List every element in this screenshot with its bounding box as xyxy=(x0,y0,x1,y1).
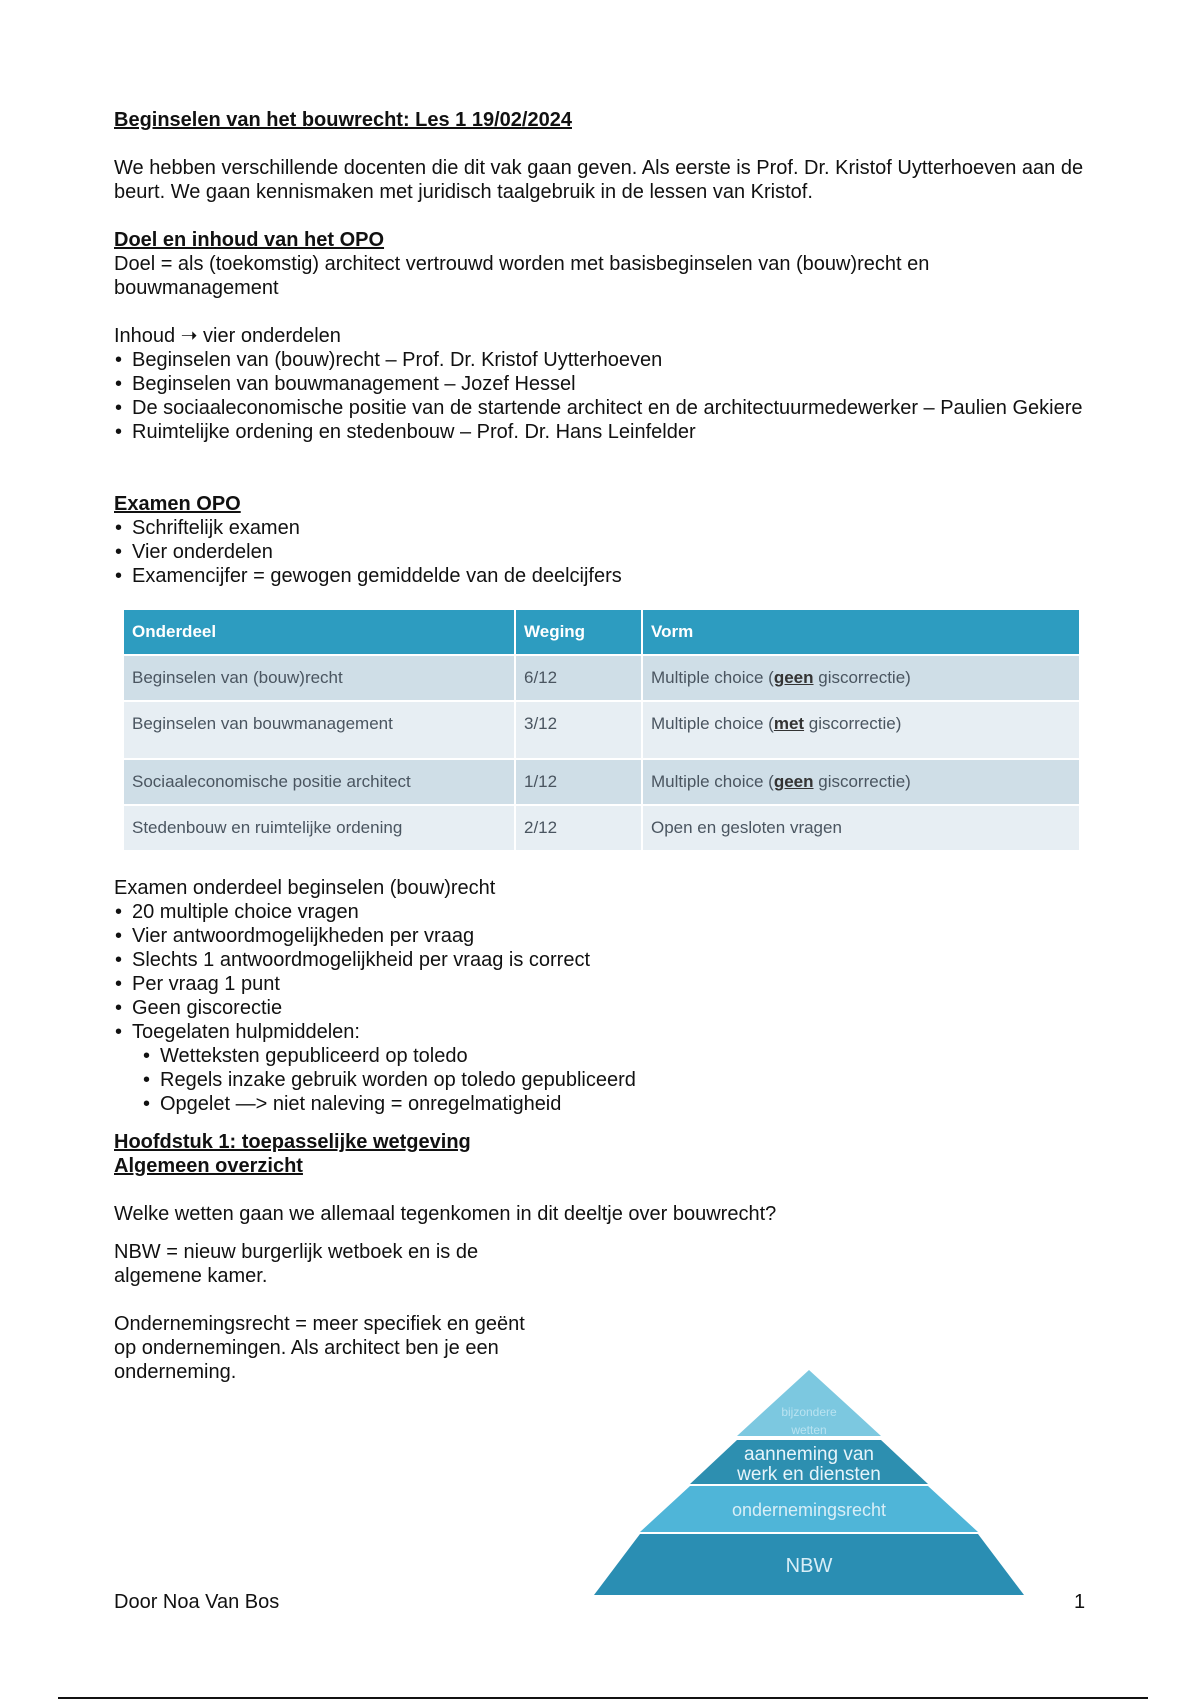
doel-text: Doel = als (toekomstig) architect vertrouwd worden met basisbeginselen van (bouw)recht en bouwmanagement xyxy=(114,253,930,299)
page-title: Beginselen van het bouwrecht: Les 1 19/02/2024 xyxy=(114,109,572,131)
list-item: • De sociaaleconomische positie van de startende architect en de architectuurmedewerker – Paulien Gekiere xyxy=(114,396,1094,420)
page-content xyxy=(114,108,1094,1470)
table-row xyxy=(124,805,1079,850)
list-item: • Vier onderdelen xyxy=(114,540,1094,564)
inhoud-intro: Inhoud ➝ vier onderdelen xyxy=(114,325,341,347)
header-vorm: Vorm xyxy=(642,610,1079,655)
cell-weging: 3/12 xyxy=(515,701,642,759)
vorm-text: Open en gesloten vragen xyxy=(651,818,842,837)
list-item: • Opgelet —> niet naleving = onregelmatigheid xyxy=(142,1092,1094,1116)
wetten-text xyxy=(114,1240,534,1384)
examen-list xyxy=(114,516,1094,588)
vorm-text: Multiple choice ( xyxy=(651,668,774,687)
table-row xyxy=(124,701,1079,759)
examen-heading: Examen OPO xyxy=(114,493,241,515)
intro-paragraph: We hebben verschillende docenten die dit vak gaan geven. Als eerste is Prof. Dr. Kristof Uytterhoeven aan de beurt. We gaan kennismaken met juridisch taalgebruik in de lessen van Kristof. xyxy=(114,157,1084,203)
nbw-text: NBW = nieuw burgerlijk wetboek en is de algemene kamer. xyxy=(114,1241,479,1287)
page-divider xyxy=(58,1697,1148,1699)
cell-onderdeel: Sociaaleconomische positie architect xyxy=(124,759,515,805)
list-item: • Wetteksten gepubliceerd op toledo xyxy=(142,1044,1094,1068)
pyramid-label-aanneming-1: aanneming van xyxy=(744,1444,874,1465)
table-row xyxy=(124,655,1079,701)
cell-onderdeel: Beginselen van bouwmanagement xyxy=(124,701,515,759)
examen-onderdeel-intro: Examen onderdeel beginselen (bouw)recht xyxy=(114,877,496,899)
pyramid-label-top-2: wetten xyxy=(791,1423,827,1437)
vorm-text: giscorrectie) xyxy=(813,772,911,791)
list-item: • Geen giscorectie xyxy=(114,996,1094,1020)
list-item: • Toegelaten hulpmiddelen: xyxy=(114,1020,1094,1044)
vorm-text: Multiple choice ( xyxy=(651,772,774,791)
list-item: • 20 multiple choice vragen xyxy=(114,900,1094,924)
cell-vorm xyxy=(642,759,1079,805)
overzicht-heading: Algemeen overzicht xyxy=(114,1155,303,1177)
page-number: 1 xyxy=(1074,1591,1086,1613)
list-item: • Per vraag 1 punt xyxy=(114,972,1094,996)
cell-weging: 6/12 xyxy=(515,655,642,701)
vorm-text: Multiple choice ( xyxy=(651,714,774,733)
cell-weging: 1/12 xyxy=(515,759,642,805)
vorm-text: giscorrectie) xyxy=(813,668,911,687)
vorm-text: giscorrectie) xyxy=(804,714,902,733)
table-header-row xyxy=(124,610,1079,655)
pyramid-label-aanneming-2: werk en diensten xyxy=(737,1464,881,1485)
cell-onderdeel: Stedenbouw en ruimtelijke ordening xyxy=(124,805,515,850)
list-item: • Beginselen van (bouw)recht – Prof. Dr. Kristof Uytterhoeven xyxy=(114,348,1094,372)
list-item: • Schriftelijk examen xyxy=(114,516,1094,540)
vorm-emphasis: geen xyxy=(773,668,814,687)
ondernemingsrecht-text: Ondernemingsrecht = meer specifiek en geënt op ondernemingen. Als architect ben je een onderneming. xyxy=(114,1313,525,1383)
list-item: • Regels inzake gebruik worden op toledo gepubliceerd xyxy=(142,1068,1094,1092)
list-item: • Slechts 1 antwoordmogelijkheid per vraag is correct xyxy=(114,948,1094,972)
list-item: • Examencijfer = gewogen gemiddelde van de deelcijfers xyxy=(114,564,1094,588)
examen-onderdeel-list xyxy=(114,900,1094,1044)
cell-vorm xyxy=(642,701,1079,759)
table-row xyxy=(124,759,1079,805)
list-item: • Vier antwoordmogelijkheden per vraag xyxy=(114,924,1094,948)
footer-author: Door Noa Van Bos xyxy=(114,1591,280,1613)
list-item: • Beginselen van bouwmanagement – Jozef Hessel xyxy=(114,372,1094,396)
wetgeving-pyramid xyxy=(594,1370,1024,1595)
doel-heading: Doel en inhoud van het OPO xyxy=(114,229,385,251)
hoofdstuk-heading: Hoofdstuk 1: toepasselijke wetgeving xyxy=(114,1131,471,1153)
cell-vorm xyxy=(642,805,1079,850)
header-weging: Weging xyxy=(515,610,642,655)
cell-onderdeel: Beginselen van (bouw)recht xyxy=(124,655,515,701)
vorm-emphasis: geen xyxy=(773,772,814,791)
pyramid-label-nbw: NBW xyxy=(785,1555,833,1577)
cell-vorm xyxy=(642,655,1079,701)
vraag-text: Welke wetten gaan we allemaal tegenkomen in dit deeltje over bouwrecht? xyxy=(114,1203,777,1225)
list-item: • Ruimtelijke ordening en stedenbouw – Prof. Dr. Hans Leinfelder xyxy=(114,420,1094,444)
vorm-emphasis: met xyxy=(773,714,805,733)
hulpmiddelen-list xyxy=(142,1044,1094,1116)
pyramid-label-top-1: bijzondere xyxy=(781,1405,837,1419)
cell-weging: 2/12 xyxy=(515,805,642,850)
pyramid-label-ondernemingsrecht: ondernemingsrecht xyxy=(731,1500,887,1520)
exam-table xyxy=(124,610,1079,850)
inhoud-list xyxy=(114,348,1094,444)
header-onderdeel: Onderdeel xyxy=(124,610,515,655)
